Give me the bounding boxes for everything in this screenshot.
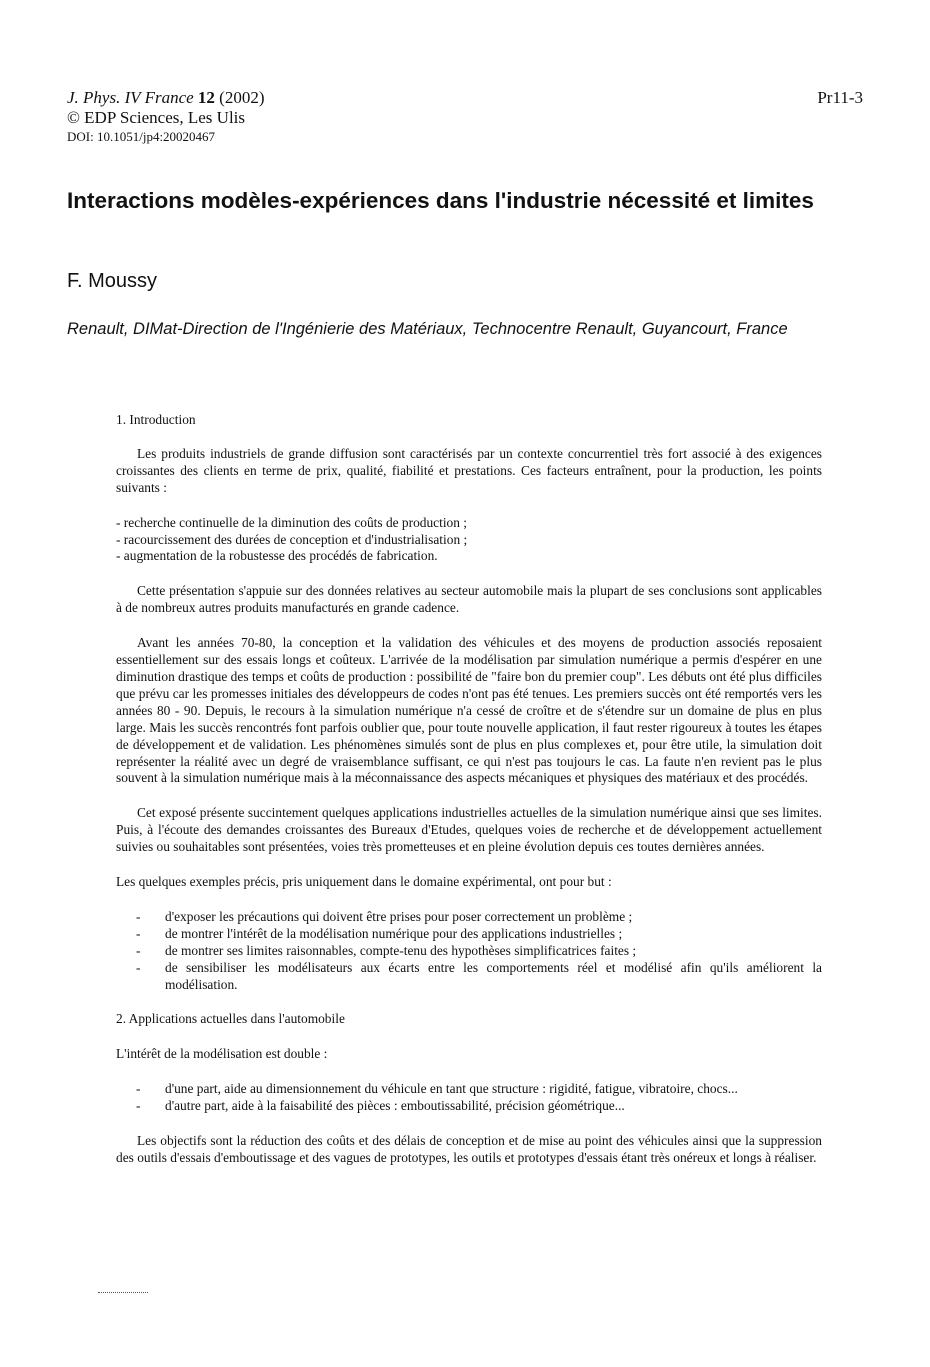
paragraph: Les produits industriels de grande diffusion sont caractérisés par un contexte concurrentiel très fort associé à des exigences croissantes des clients en terme de prix, qualité, fiabilité et prestations. Ces facteurs entraînent, pour la production, les points suivants : [116, 445, 822, 495]
paragraph: Cet exposé présente succintement quelques applications industrielles actuelles de la simulation numérique ainsi que ses limites. Puis, à l'écoute des demandes croissantes des Bureaux d'Etudes, quelques voies de recherche et de développement actuellement suivies ou souhaitables sont présentées, voies très prometteuses et en pleine évolution depuis ces toutes dernières années. [116, 805, 822, 855]
production-points-list [116, 515, 822, 566]
list-item: - recherche continuelle de la diminution des coûts de production ; [116, 514, 468, 530]
list-item: - d'exposer les précautions qui doivent être prises pour poser correctement un problème ; [116, 909, 822, 926]
journal-year: (2002) [219, 88, 265, 107]
list-item: - de montrer l'intérêt de la modélisation numérique pour des applications industrielles ; [116, 926, 822, 943]
paragraph: Cette présentation s'appuie sur des données relatives au secteur automobile mais la plupart de ses conclusions sont applicables à de nombreux autres produits manufacturés en grande cadence. [116, 583, 822, 616]
examples-goals-list [116, 909, 822, 994]
journal-citation [67, 88, 867, 108]
modelling-interest-list [116, 1081, 822, 1115]
author-affiliation: Renault, DIMat-Direction de l'Ingénierie des Matériaux, Technocentre Renault, Guyancourt, France [67, 320, 788, 338]
list-item: - d'autre part, aide à la faisabilité des pièces : emboutissabilité, précision géométrique... [116, 1098, 822, 1115]
list-item: - augmentation de la robustesse des procédés de fabrication. [116, 548, 438, 564]
doi-line: DOI: 10.1051/jp4:20020467 [67, 129, 216, 144]
paper-title: Interactions modèles-expériences dans l'industrie nécessité et limites [67, 188, 814, 213]
journal-header [67, 88, 867, 145]
list-item: - racourcissement des durées de conception et d'industrialisation ; [116, 531, 468, 547]
paper-body [116, 412, 822, 1167]
list-item: - de sensibiliser les modélisateurs aux écarts entre les comportements réel et modélisé afin qu'ils améliorent la modélisation. [116, 960, 822, 994]
footnote-rule [98, 1292, 148, 1293]
section-1-heading: 1. Introduction [116, 412, 196, 427]
journal-name: J. Phys. IV France [67, 88, 194, 107]
publisher-line: © EDP Sciences, Les Ulis [67, 108, 246, 127]
section-2-heading: 2. Applications actuelles dans l'automobile [116, 1011, 345, 1027]
paragraph: Les quelques exemples précis, pris uniquement dans le domaine expérimental, ont pour but : [116, 874, 612, 890]
author-name: F. Moussy [67, 270, 158, 292]
paragraph: L'intérêt de la modélisation est double : [116, 1046, 328, 1062]
list-item: - de montrer ses limites raisonnables, compte-tenu des hypothèses simplificatrices faites ; [116, 943, 822, 960]
journal-volume: 12 [197, 88, 215, 107]
paragraph: Avant les années 70-80, la conception et la validation des véhicules et des moyens de production associés reposaient essentiellement sur des essais longs et coûteux. L'arrivée de la modélisation par simulation numérique a permis d'espérer en une diminution drastique des temps et coûts de production : possibilité de "faire bon du premier coup". Les débuts ont été plus difficiles que prévu car les promesses initiales des développeurs de codes n'ont pas été tenues. Les premiers succès ont été remportés vers les années 80 - 90. Depuis, le recours à la simulation numérique n'a cessé de croître et de s'étendre sur un domaine de plus en plus large. Mais les succès rencontrés font parfois oublier que, pour toute nouvelle application, il faut rester rigoureux à toutes les étapes de développement et de validation. Les phénomènes simulés sont de plus en plus complexes et, pour être utile, la simulation doit représenter la réalité avec un degré de vraisemblance suffisant, ce qui n'est pas toujours le cas. La faute n'en revient pas le plus souvent à la simulation numérique mais à la méconnaissance des aspects mécaniques et physiques des matériaux et des procédés. [116, 635, 822, 786]
list-item: - d'une part, aide au dimensionnement du véhicule en tant que structure : rigidité, fatigue, vibratoire, chocs... [116, 1081, 822, 1098]
paragraph: Les objectifs sont la réduction des coûts et des délais de conception et de mise au point des véhicules ainsi que la suppression des outils d'essais d'emboutissage et des vagues de prototypes, les outils et prototypes d'essais étant très onéreux et longs à réaliser. [116, 1133, 822, 1165]
page-number: Pr11-3 [817, 88, 863, 107]
